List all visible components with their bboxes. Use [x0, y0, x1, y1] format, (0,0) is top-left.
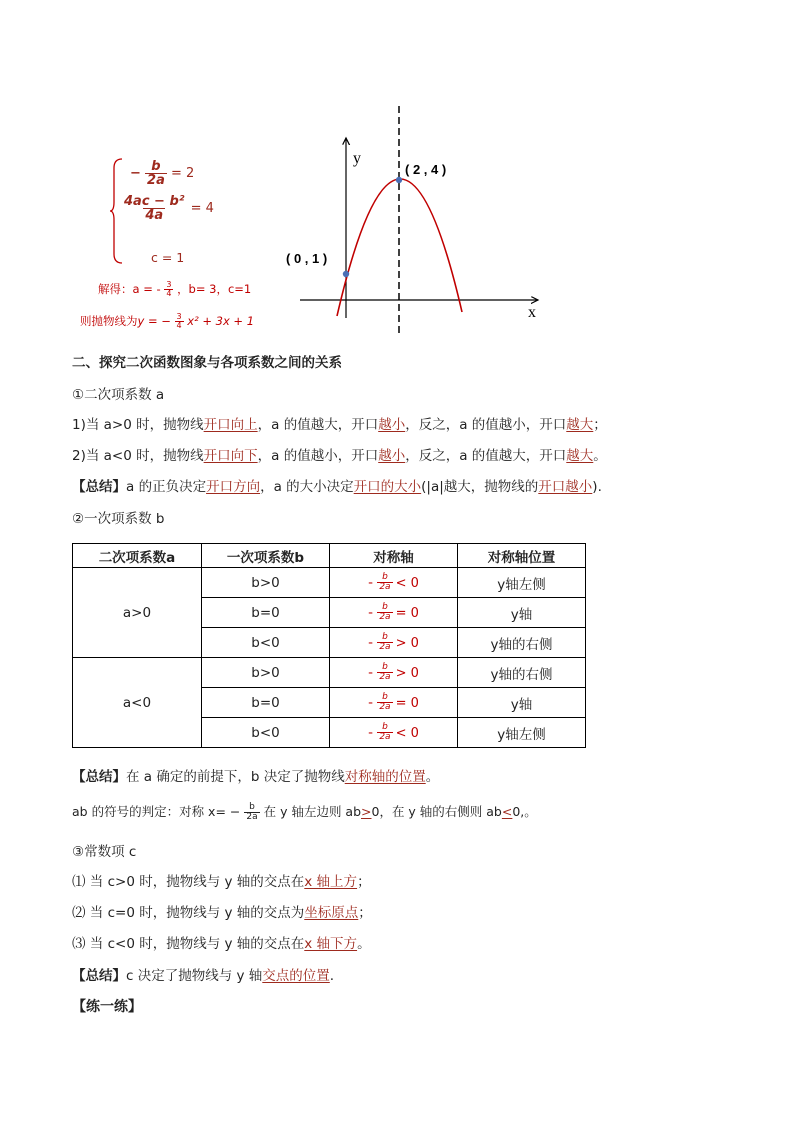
c-summary: 【总结】c 决定了抛物线与 y 轴交点的位置. — [72, 968, 335, 984]
c-rule-1: ⑴ 当 c>0 时，抛物线与 y 轴的交点在x 轴上方； — [72, 874, 371, 890]
table-cell-b: b<0 — [202, 628, 330, 658]
c-subtitle: ③常数项 c — [72, 844, 137, 860]
a-rule-1: 1)当 a>0 时，抛物线开口向上，a 的值越大，开口越小，反之，a 的值越小，开口越大； — [72, 417, 607, 433]
table-cell-position: y轴左侧 — [458, 718, 586, 748]
table-header: 一次项系数b — [202, 544, 330, 568]
table-cell-b: b>0 — [202, 658, 330, 688]
table-cell-axis: - $\frac{b}{2a}$ = 0 — [330, 688, 458, 718]
table-cell-axis: - $\frac{b}{2a}$ > 0 — [330, 628, 458, 658]
solution-line: 解得：a = - $\frac{3}{4}$ ，b= 3，c=1 — [98, 280, 252, 298]
table-cell-a: a>0 — [73, 568, 202, 658]
table-header: 二次项系数a — [73, 544, 202, 568]
equation-2: $\frac{\text{4ac − b²}}{4a}$ = 4 — [124, 194, 214, 223]
c-rule-3: ⑶ 当 c<0 时，抛物线与 y 轴的交点在x 轴下方。 — [72, 936, 371, 952]
parabola-equation: 则抛物线为y = − $\frac{3}{4}$ x² + 3x + 1 — [80, 312, 255, 330]
x-axis-label: x — [528, 304, 536, 321]
ab-sign-rule: ab 的符号的判定：对称 x= − $\frac{b}{2a}$ 在 y 轴左边则 ab>0，在 y 轴的右侧则 ab<0,。 — [72, 802, 537, 822]
intercept-label: ( 0 , 1 ) — [286, 251, 328, 266]
practice-heading: 【练一练】 — [72, 999, 142, 1015]
table-cell-position: y轴 — [458, 598, 586, 628]
table-header-row — [73, 544, 586, 568]
coefficient-table — [72, 543, 586, 748]
table-row — [73, 568, 586, 598]
table-cell-axis: - $\frac{b}{2a}$ > 0 — [330, 658, 458, 688]
b-summary: 【总结】在 a 确定的前提下，b 决定了抛物线对称轴的位置。 — [72, 769, 440, 785]
table-cell-position: y轴的右侧 — [458, 628, 586, 658]
table-cell-b: b=0 — [202, 598, 330, 628]
vertex-point — [396, 177, 402, 183]
c-rule-2: ⑵ 当 c=0 时，抛物线与 y 轴的交点为坐标原点； — [72, 905, 372, 921]
table-cell-position: y轴左侧 — [458, 568, 586, 598]
a-rule-2: 2)当 a<0 时，抛物线开口向下，a 的值越小，开口越小，反之，a 的值越大，开口越大。 — [72, 448, 607, 464]
table-cell-b: b<0 — [202, 718, 330, 748]
section-title: 二、探究二次函数图象与各项系数之间的关系 — [72, 355, 342, 371]
parabola-graph — [280, 100, 560, 345]
equation-1: − $\frac{b}{2a}$ = 2 — [130, 159, 195, 188]
a-summary: 【总结】a 的正负决定开口方向，a 的大小决定开口的大小(|a|越大，抛物线的开口越小). — [72, 479, 602, 495]
equation-3: c = 1 — [151, 250, 185, 265]
table-cell-b: b=0 — [202, 688, 330, 718]
y-intercept-point — [343, 271, 349, 277]
table-cell-position: y轴 — [458, 688, 586, 718]
table-cell-axis: - $\frac{b}{2a}$ = 0 — [330, 598, 458, 628]
table-cell-a: a<0 — [73, 658, 202, 748]
table-row — [73, 658, 586, 688]
a-subtitle: ①二次项系数 a — [72, 387, 165, 403]
y-axis-label: y — [353, 150, 361, 167]
table-header: 对称轴位置 — [458, 544, 586, 568]
table-cell-axis: - $\frac{b}{2a}$ < 0 — [330, 718, 458, 748]
table-cell-position: y轴的右侧 — [458, 658, 586, 688]
b-subtitle: ②一次项系数 b — [72, 511, 165, 527]
vertex-label: ( 2 , 4 ) — [405, 162, 447, 177]
table-cell-axis: - $\frac{b}{2a}$ < 0 — [330, 568, 458, 598]
table-cell-b: b>0 — [202, 568, 330, 598]
table-header: 对称轴 — [330, 544, 458, 568]
